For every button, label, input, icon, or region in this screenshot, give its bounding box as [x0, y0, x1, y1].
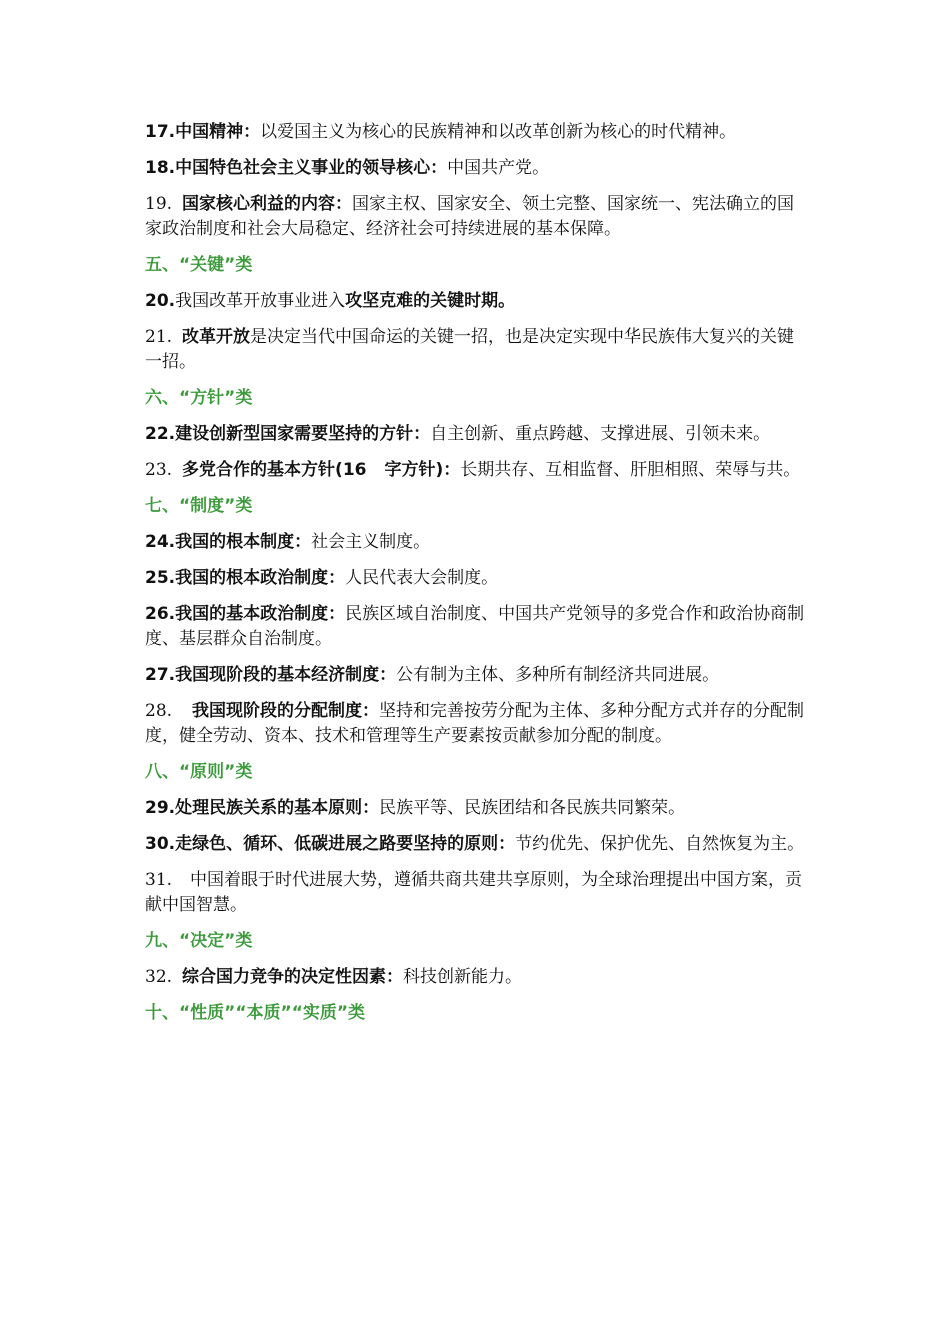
- item-number: 32.: [145, 967, 173, 987]
- item-26: [145, 602, 810, 652]
- item-number: 27.: [145, 665, 176, 685]
- item-24: [145, 530, 810, 555]
- section-heading-7: 七、“制度”类: [145, 496, 253, 516]
- item-label: 字方针)：: [384, 460, 461, 480]
- section-heading-8: 八、“原则”类: [145, 762, 253, 782]
- item-number: 17.: [145, 122, 176, 142]
- item-27: [145, 663, 810, 688]
- item-text: 国家主权、国家安全、领土完整、国家统一、宪法确立的国家政治制度和社会大局稳定、经济社会可持续进展的基本保障。: [145, 194, 795, 239]
- item-29: [145, 796, 810, 821]
- item-text: 民族区域自治制度、中国共产党领导的多党合作和政治协商制度、基层群众自治制度。: [145, 604, 805, 649]
- item-25: [145, 566, 810, 591]
- item-text: 节约优先、保护优先、自然恢复为主。: [515, 834, 805, 854]
- item-28: [145, 699, 810, 749]
- item-21: [145, 325, 810, 375]
- item-text: 中国着眼于时代进展大势，遵循共商共建共享原则，为全球治理提出中国方案，贡献中国智慧。: [145, 870, 803, 915]
- item-text: 公有制为主体、多种所有制经济共同进展。: [396, 665, 720, 685]
- item-number: 23.: [145, 460, 173, 480]
- item-label: 我国现阶段的分配制度：: [192, 701, 380, 721]
- item-18: [145, 156, 810, 181]
- item-text: 中国共产党。: [447, 158, 550, 178]
- section-heading-10: 十、“性质”“本质”“实质”类: [145, 1003, 366, 1023]
- item-label: 处理民族关系的基本原则：: [175, 798, 380, 818]
- item-label: 多党合作的基本方针(16: [182, 460, 367, 480]
- item-text: 我国改革开放事业进入: [175, 291, 346, 311]
- item-label: 我国的基本政治制度：: [175, 604, 346, 624]
- section-heading-5: 五、“关键”类: [145, 255, 253, 275]
- item-text: 科技创新能力。: [403, 967, 523, 987]
- item-text: 长期共存、互相监督、肝胆相照、荣辱与共。: [460, 460, 801, 480]
- item-label: 我国现阶段的基本经济制度：: [175, 665, 397, 685]
- item-label: 改革开放: [182, 327, 251, 347]
- item-label: 我国的根本政治制度：: [175, 568, 346, 588]
- item-label: 综合国力竞争的决定性因素：: [182, 967, 404, 987]
- item-30: [145, 832, 810, 857]
- item-number: 20.: [145, 291, 176, 311]
- item-number: 31.: [145, 870, 173, 890]
- item-22: [145, 422, 810, 447]
- item-number: 29.: [145, 798, 176, 818]
- item-label: 攻坚克难的关键时期。: [345, 291, 516, 311]
- item-label: 国家核心利益的内容：: [182, 194, 353, 214]
- document-page: [145, 120, 810, 1037]
- item-23: [145, 458, 810, 483]
- item-text: 是决定当代中国命运的关键一招，也是决定实现中华民族伟大复兴的关键一招。: [145, 327, 795, 372]
- item-number: 30.: [145, 834, 176, 854]
- item-number: 24.: [145, 532, 176, 552]
- item-number: 19.: [145, 194, 173, 214]
- item-20: [145, 289, 810, 314]
- item-17: [145, 120, 810, 145]
- item-31: [145, 868, 810, 918]
- item-text: 自主创新、重点跨越、支撑进展、引领未来。: [430, 424, 771, 444]
- item-text: 以爱国主义为核心的民族精神和以改革创新为核心的时代精神。: [260, 122, 737, 142]
- section-heading-6: 六、“方针”类: [145, 388, 253, 408]
- item-number: 25.: [145, 568, 176, 588]
- item-19: [145, 192, 810, 242]
- item-label: 中国特色社会主义事业的领导核心：: [175, 158, 448, 178]
- item-text: 坚持和完善按劳分配为主体、多种分配方式并存的分配制度，健全劳动、资本、技术和管理等生产要素按贡献参加分配的制度。: [145, 701, 805, 746]
- item-label: 建设创新型国家需要坚持的方针：: [175, 424, 431, 444]
- item-text: 人民代表大会制度。: [345, 568, 499, 588]
- item-number: 21.: [145, 327, 173, 347]
- item-label: 走绿色、循环、低碳进展之路要坚持的原则：: [175, 834, 516, 854]
- item-number: 26.: [145, 604, 176, 624]
- section-heading-9: 九、“决定”类: [145, 931, 253, 951]
- item-32: [145, 965, 810, 990]
- item-number: 22.: [145, 424, 176, 444]
- item-number: 18.: [145, 158, 176, 178]
- item-label: 中国精神：: [175, 122, 261, 142]
- item-text: 民族平等、民族团结和各民族共同繁荣。: [379, 798, 686, 818]
- item-number: 28.: [145, 701, 173, 721]
- item-label: 我国的根本制度：: [175, 532, 312, 552]
- item-text: 社会主义制度。: [311, 532, 431, 552]
